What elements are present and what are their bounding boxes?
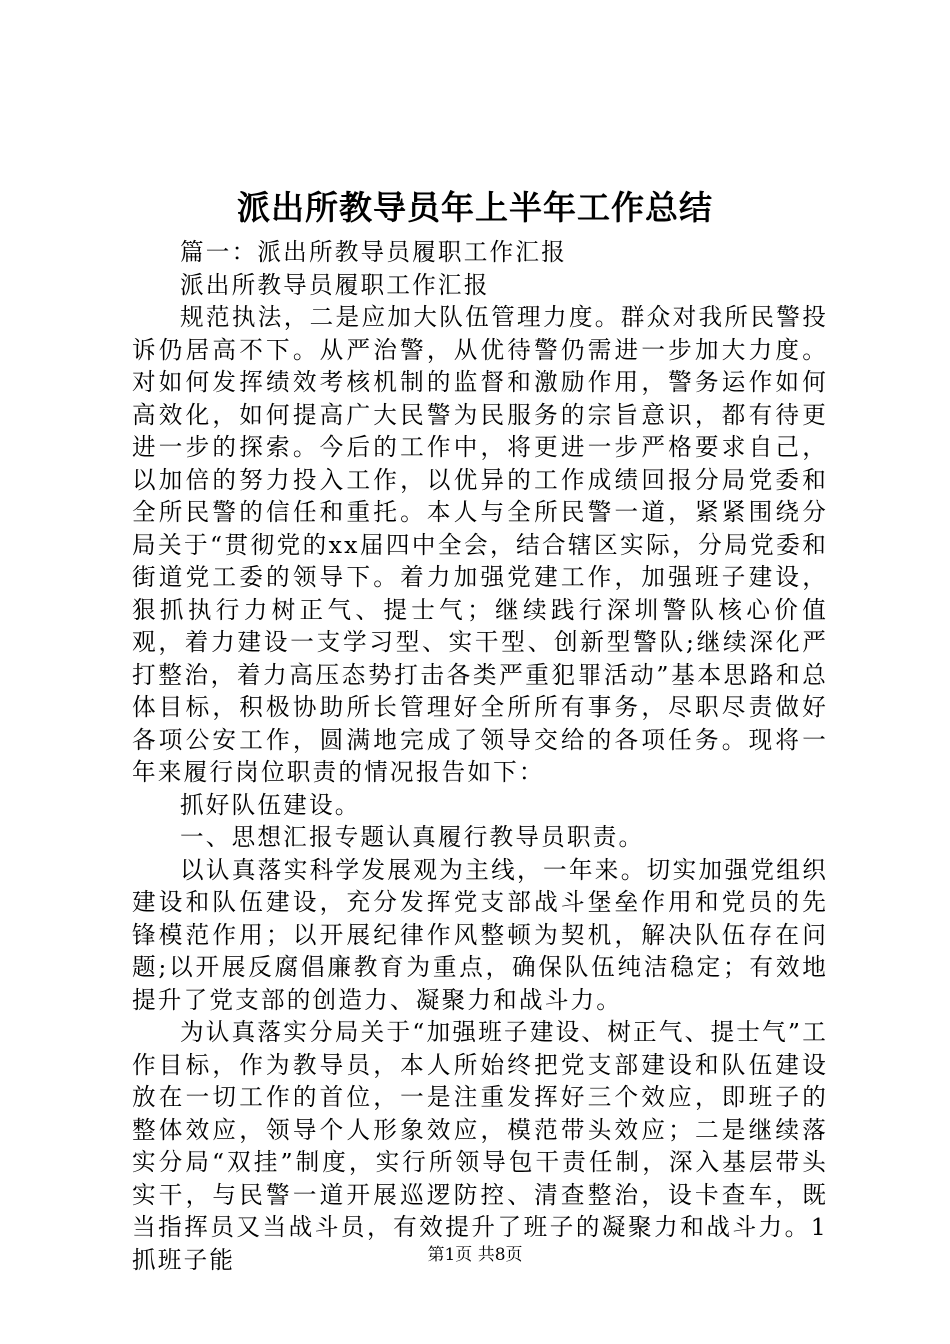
section-heading: 篇一：派出所教导员履职工作汇报 [180,238,567,266]
body-paragraph: 一、思想汇报专题认真履行教导员职责。 [180,823,645,851]
document-title: 派出所教导员年上半年工作总结 [237,188,713,227]
body-paragraph: 以认真落实科学发展观为主线，一年来。切实加强党组织建设和队伍建设，充分发挥党支部战斗堡垒作用和党员的先锋模范作用；以开展纪律作风整顿为契机，解决队伍存在问题;以开展反腐倡廉教育为重点，确保队伍纯洁稳定；有效地提升了党支部的创造力、凝聚力和战斗力。 [132,855,828,1014]
body-paragraph: 抓好队伍建设。 [180,790,361,819]
subheading: 派出所教导员履职工作汇报 [180,270,490,299]
body-paragraph: 为认真落实分局关于“加强班子建设、树正气、提士气”工作目标，作为教导员，本人所始终把党支部建设和队伍建设放在一切工作的首位，一是注重发挥好三个效应，即班子的整体效应，领导个人形象效应，模范带头效应；二是继续落实分局“双挂”制度，实行所领导包干责任制，深入基层带头实干，与民警一道开展巡逻防控、清查整治，设卡查车，既当指挥员又当战斗员，有效提升了班子的凝聚力和战斗力。1抓班子能 [132,1018,828,1274]
document-body [132,236,828,1276]
body-paragraph: 规范执法，二是应加大队伍管理力度。群众对我所民警投诉仍居高不下。从严治警，从优待警仍需进一步加大力度。对如何发挥绩效考核机制的监督和激励作用，警务运作如何高效化，如何提高广大民警为民服务的宗旨意识，都有待更进一步的探索。今后的工作中，将更进一步严格要求自己，以加倍的努力投入工作，以优异的工作成绩回报分局党委和全所民警的信任和重托。本人与全所民警一道，紧紧围绕分局关于“贯彻党的xx届四中全会，结合辖区实际，分局党委和街道党工委的领导下。着力加强党建工作，加强班子建设，狠抓执行力树正气、提士气；继续践行深圳警队核心价值观，着力建设一支学习型、实干型、创新型警队;继续深化严打整治，着力高压态势打击各类严重犯罪活动”基本思路和总体目标，积极协助所长管理好全所所有事务，尽职尽责做好各项公安工作，圆满地完成了领导交给的各项任务。现将一年来履行岗位职责的情况报告如下： [132,303,828,786]
page-footer: 第1页 共8页 [427,1245,523,1265]
